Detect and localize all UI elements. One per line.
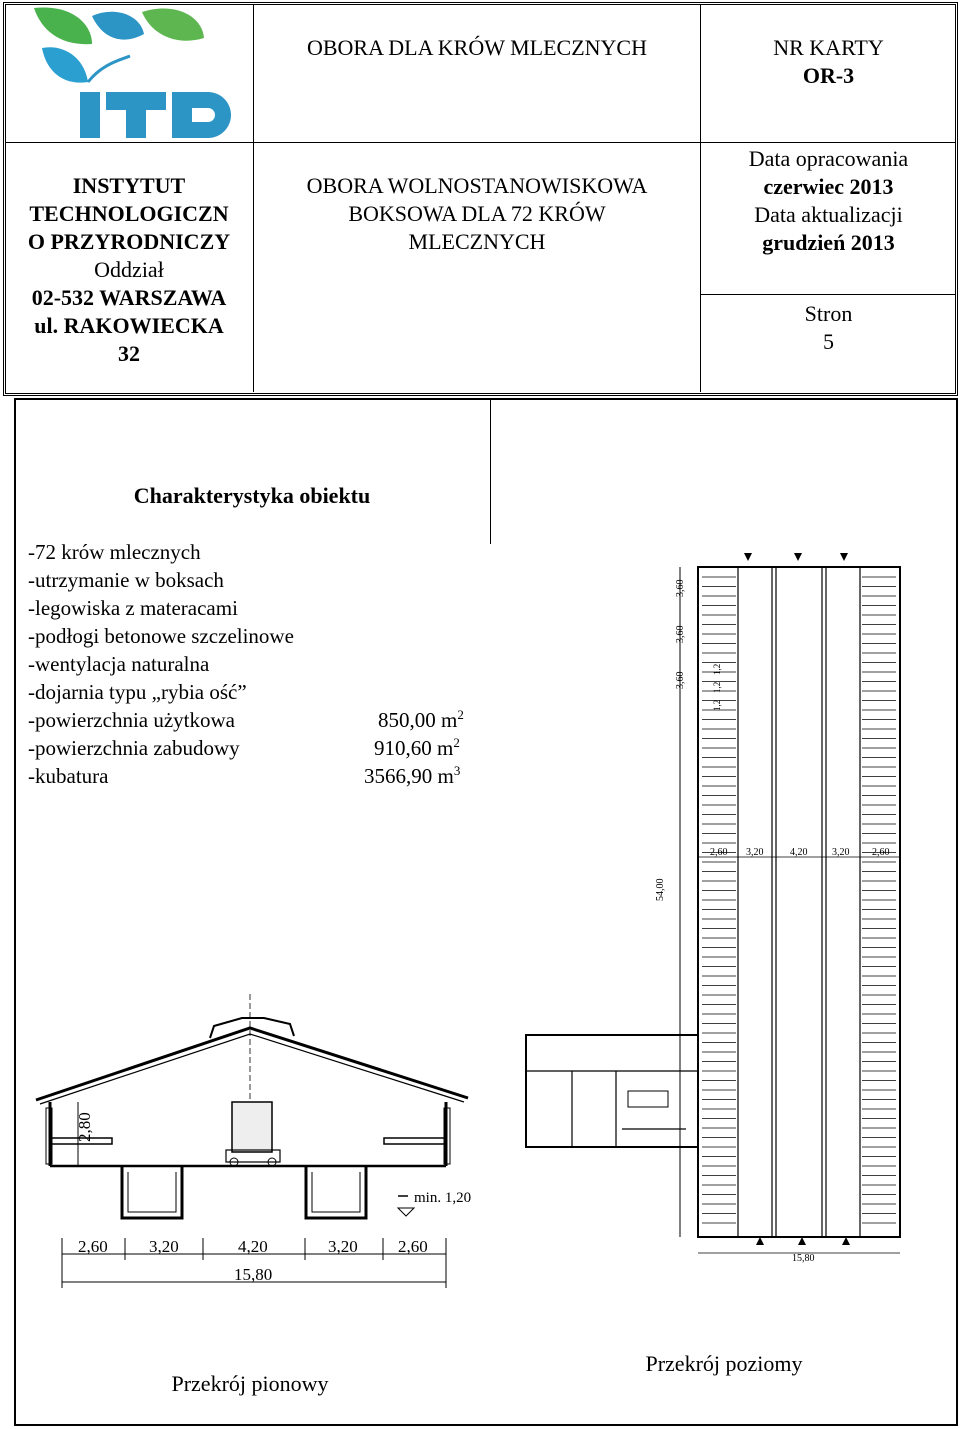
pages-label: Stron — [804, 301, 853, 326]
plan-total-width-label: 15,80 — [792, 1253, 815, 1264]
institute-address-3: 32 — [118, 341, 140, 366]
prepared-date: czerwiec 2013 — [763, 174, 894, 199]
vertical-section-drawing — [28, 990, 488, 1300]
measure-label: -powierzchnia zabudowy — [28, 736, 240, 760]
width-label: 4,20 — [238, 1237, 268, 1256]
width-label: 3,20 — [328, 1237, 358, 1256]
institute-address-1: 02-532 WARSZAWA — [31, 285, 227, 310]
characteristic-item: -dojarnia typu „rybia ość” — [28, 680, 247, 704]
institute-name-3: O PRZYRODNICZY — [27, 229, 231, 254]
measure-value: 910,60 m — [374, 736, 454, 760]
plan-width-label: 4,20 — [790, 847, 808, 858]
width-label: 2,60 — [398, 1237, 428, 1256]
subtitle-line-3: MLECZNYCH — [408, 229, 546, 254]
measure-label: -powierzchnia użytkowa — [28, 708, 235, 732]
pages-block — [701, 300, 956, 356]
subtitle-line-1: OBORA WOLNOSTANOWISKOWA — [306, 173, 648, 198]
plan-width-label: 3,20 — [746, 847, 764, 858]
stall-label: 1,2 — [712, 663, 722, 675]
updated-label: Data aktualizacji — [754, 202, 903, 227]
document-title: OBORA DLA KRÓW MLECZNYCH — [306, 35, 647, 60]
characteristic-item: -wentylacja naturalna — [28, 652, 210, 676]
institute-name-1: INSTYTUT — [72, 173, 186, 198]
height-label: 2,80 — [75, 1112, 94, 1142]
prepared-label: Data opracowania — [748, 146, 909, 171]
body-divider — [490, 400, 491, 544]
width-label: 2,60 — [78, 1237, 108, 1256]
stall-label: 1,2 — [712, 699, 722, 711]
width-label: 3,20 — [149, 1237, 179, 1256]
plan-width-label: 2,60 — [872, 847, 890, 858]
length-label: 54,00 — [655, 878, 666, 901]
stall-label: 1,2 — [712, 681, 722, 693]
measure-row — [28, 762, 498, 790]
bay-label: 3,60 — [675, 579, 686, 597]
institute-address-2: ul. RAKOWIECKA — [34, 313, 224, 338]
subtitle-line-2: BOKSOWA DLA 72 KRÓW — [348, 201, 606, 226]
header-right-divider — [700, 294, 956, 295]
measure-row — [28, 734, 498, 762]
measure-value: 3566,90 m — [364, 764, 454, 788]
document-subtitle — [254, 172, 700, 256]
plan-width-label: 2,60 — [710, 847, 728, 858]
bay-label: 3,60 — [675, 671, 686, 689]
measure-label: -kubatura — [28, 764, 109, 788]
measure-unit-power: 3 — [453, 763, 461, 778]
itp-logo — [22, 4, 242, 142]
institute-name-2: TECHNOLOGICZN — [29, 201, 229, 226]
horizontal-plan-drawing — [520, 545, 920, 1275]
institute-branch: Oddział — [94, 257, 164, 282]
plan-caption: Przekrój poziomy — [645, 1351, 803, 1376]
plan-width-label: 3,20 — [832, 847, 850, 858]
bay-label: 3,60 — [675, 625, 686, 643]
section-caption: Przekrój pionowy — [171, 1371, 329, 1396]
card-number: OR-3 — [802, 63, 855, 88]
characteristic-item: -legowiska z materacami — [28, 596, 238, 620]
characteristics-heading: Charakterystyka obiektu — [133, 483, 371, 508]
updated-date: grudzień 2013 — [762, 230, 895, 255]
card-block — [701, 34, 956, 90]
characteristics-list — [28, 538, 498, 790]
depth-label: min. 1,20 — [414, 1190, 472, 1206]
dates-block — [701, 145, 956, 257]
measure-value: 850,00 m — [378, 708, 458, 732]
measure-row — [28, 706, 498, 734]
characteristic-item: -utrzymanie w boksach — [28, 568, 224, 592]
institute-block — [6, 172, 252, 368]
pages-count: 5 — [823, 329, 834, 354]
measure-unit-power: 2 — [457, 707, 464, 722]
characteristic-item: -podłogi betonowe szczelinowe — [28, 624, 294, 648]
card-label: NR KARTY — [773, 35, 884, 60]
header-row-divider — [6, 142, 956, 143]
total-width-label: 15,80 — [234, 1265, 273, 1284]
measure-unit-power: 2 — [453, 735, 460, 750]
characteristic-item: -72 krów mlecznych — [28, 540, 201, 564]
